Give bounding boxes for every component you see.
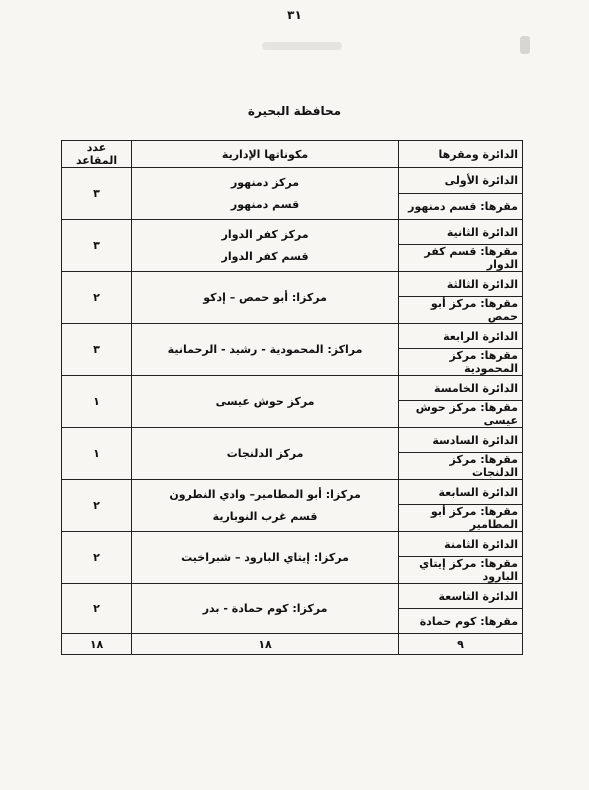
district-components — [132, 220, 399, 272]
scan-mark — [520, 36, 530, 54]
seat-count: ١ — [62, 376, 132, 428]
district-seat: مقرها: مركز إيتاي البارود — [399, 557, 523, 584]
district-components — [132, 428, 399, 480]
component-line: مركز حوش عيسى — [215, 394, 315, 408]
seat-count: ١ — [62, 428, 132, 480]
table-row — [62, 428, 523, 453]
table-row — [62, 480, 523, 505]
table-body — [62, 168, 523, 655]
component-line: قسم كفر الدوار — [221, 249, 309, 263]
table-row — [62, 272, 523, 297]
seat-count: ٢ — [62, 532, 132, 584]
table-row — [62, 376, 523, 401]
table-row — [62, 168, 523, 194]
seat-count: ٢ — [62, 480, 132, 532]
page-number: ٣١ — [287, 8, 302, 22]
district-components — [132, 584, 399, 634]
district-name: الدائرة الخامسة — [399, 376, 523, 401]
table-header-row — [62, 141, 523, 168]
table-row — [62, 584, 523, 609]
district-components — [132, 272, 399, 324]
totals-row — [62, 634, 523, 655]
seat-count: ٣ — [62, 220, 132, 272]
table-row — [62, 532, 523, 557]
table-row — [62, 324, 523, 349]
district-seat: مقرها: مركز أبو حمص — [399, 297, 523, 324]
component-line: مركزا: أبو المطامير– وادي النطرون — [169, 487, 361, 501]
district-seat: مقرها: قسم دمنهور — [399, 194, 523, 220]
district-components — [132, 324, 399, 376]
seat-count: ٢ — [62, 584, 132, 634]
district-seat: مقرها: مركز الدلنجات — [399, 453, 523, 480]
component-line: مركز الدلنجات — [226, 446, 304, 460]
district-name: الدائرة الرابعة — [399, 324, 523, 349]
district-components — [132, 480, 399, 532]
component-line: مركز كفر الدوار — [221, 227, 309, 241]
district-name: الدائرة السابعة — [399, 480, 523, 505]
component-line: مراكز: المحمودية - رشيد - الرحمانية — [167, 342, 363, 356]
component-line: مركز دمنهور — [230, 175, 300, 189]
scan-smudge — [262, 42, 342, 50]
header-components: مكوناتها الإدارية — [132, 141, 399, 168]
district-seat: مقرها: مركز المحمودية — [399, 349, 523, 376]
district-components — [132, 532, 399, 584]
district-components — [132, 376, 399, 428]
seat-count: ٢ — [62, 272, 132, 324]
district-components — [132, 168, 399, 220]
header-district: الدائرة ومقرها — [399, 141, 523, 168]
district-name: الدائرة الأولى — [399, 168, 523, 194]
district-name: الدائرة الثانية — [399, 220, 523, 245]
seat-count: ٣ — [62, 168, 132, 220]
header-seats: عدد المقاعد — [62, 141, 132, 168]
seat-count: ٣ — [62, 324, 132, 376]
district-name: الدائرة الثالثة — [399, 272, 523, 297]
component-line: قسم دمنهور — [230, 197, 300, 211]
district-seat: مقرها: كوم حمادة — [399, 609, 523, 634]
district-name: الدائرة الثامنة — [399, 532, 523, 557]
district-seat: مقرها: قسم كفر الدوار — [399, 245, 523, 272]
total-districts: ٩ — [399, 634, 523, 655]
districts-table — [61, 140, 523, 655]
component-line: قسم غرب النوبارية — [212, 509, 318, 523]
component-line: مركزا: إيتاي البارود – شبراخيت — [181, 550, 349, 564]
district-name: الدائرة التاسعة — [399, 584, 523, 609]
component-line: مركزا: أبو حمص – إدكو — [203, 290, 327, 304]
district-seat: مقرها: مركز حوش عيسى — [399, 401, 523, 428]
district-seat: مقرها: مركز أبو المطامير — [399, 505, 523, 532]
total-seats: ١٨ — [62, 634, 132, 655]
component-line: مركزا: كوم حمادة - بدر — [202, 601, 328, 615]
total-components: ١٨ — [132, 634, 399, 655]
document-title: محافظة البحيرة — [247, 104, 342, 118]
table-row — [62, 220, 523, 245]
district-name: الدائرة السادسة — [399, 428, 523, 453]
